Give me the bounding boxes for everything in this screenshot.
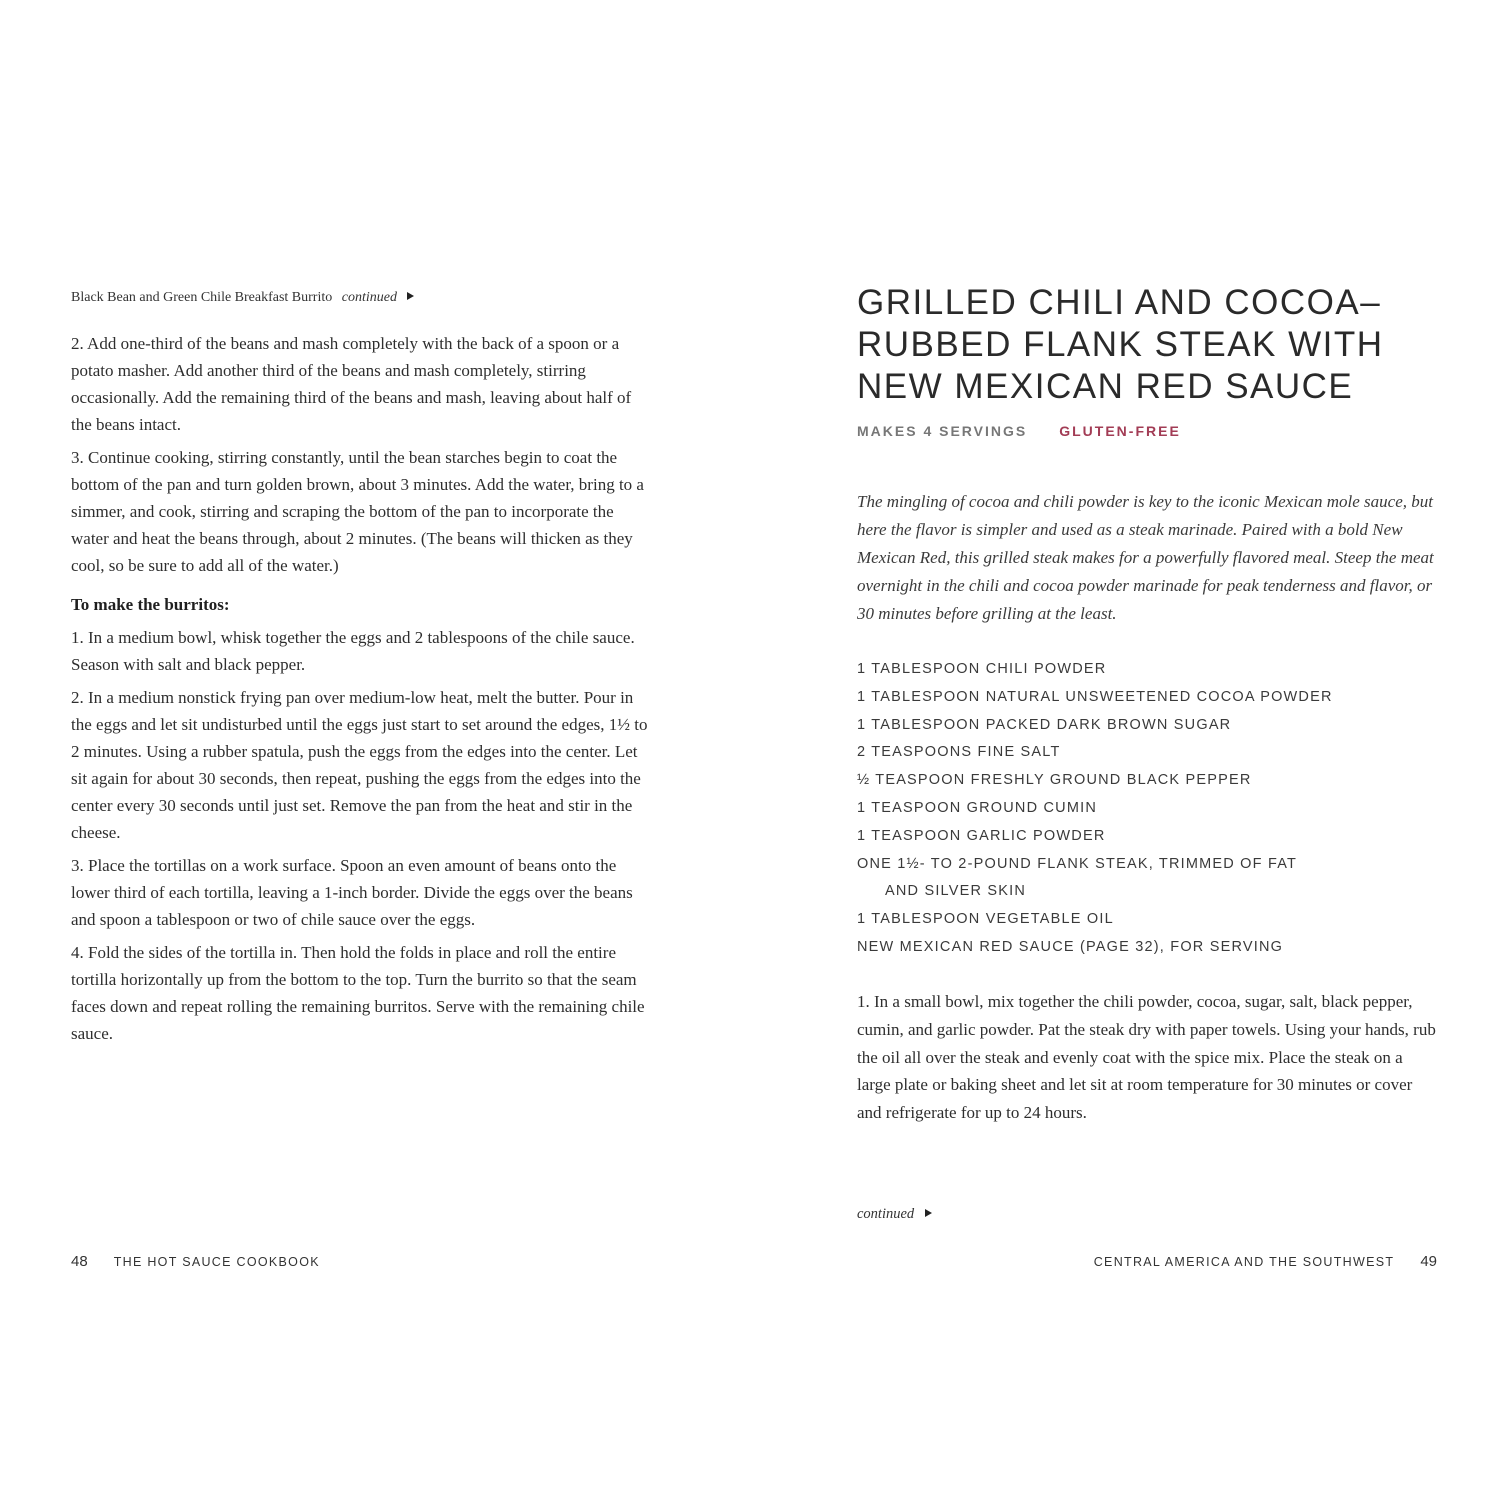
ingredient-item: 1 TEASPOON GROUND CUMIN: [857, 799, 1098, 816]
triangle-right-icon: [407, 292, 414, 300]
running-head: [71, 290, 414, 306]
ingredient-item: 1 TEASPOON GARLIC POWDER: [857, 827, 1106, 844]
ingredient-item-continuation: AND SILVER SKIN: [885, 883, 1027, 900]
headnote: The mingling of cocoa and chili powder is key to the iconic Mexican mole sauce, but here the flavor is simpler and used as a steak marinade. Paired with a bold New Mexican Red, this grilled steak makes for a powerfully flavored meal. Steep the meat overnight in the chili and cocoa powder marinade for peak tenderness and flavor, or 30 minutes before grilling at the least.: [857, 492, 1434, 623]
servings: MAKES 4 SERVINGS: [857, 423, 1028, 439]
ingredient-item: 1 TABLESPOON CHILI POWDER: [857, 661, 1107, 677]
gluten-free-tag: GLUTEN-FREE: [1059, 423, 1181, 439]
continued-label: continued: [857, 1206, 915, 1222]
burrito-step-4: 4. Fold the sides of the tortilla in. Then hold the folds in place and roll the entire tortilla horizontally up from the bottom to the top. Turn the burrito so that the seam faces down and repeat rolling the remaining burritos. Serve with the remaining chile sauce.: [71, 943, 645, 1043]
burrito-step-1: 1. In a medium bowl, whisk together the eggs and 2 tablespoons of the chile sauce. Season with salt and black pepper.: [71, 628, 635, 674]
ingredient-list: [857, 656, 1437, 962]
left-body-text: [71, 330, 651, 1053]
burrito-step-3: 3. Place the tortillas on a work surface. Spoon an even amount of beans onto the lower third of each tortilla, leaving a 1-inch border. Divide the eggs over the beans and spoon a tablespoon or two of chile sauce over the eggs.: [71, 856, 633, 929]
ingredient-item: ONE 1½- TO 2-POUND FLANK STEAK, TRIMMED OF FAT: [857, 855, 1298, 872]
recipe-title: GRILLED CHILI AND COCOA–RUBBED FLANK STEAK WITH NEW MEXICAN RED SAUCE: [857, 283, 1384, 406]
chapter-title: CENTRAL AMERICA AND THE SOUTHWEST: [1093, 1255, 1395, 1269]
bean-step-2: 2. Add one-third of the beans and mash completely with the back of a spoon or a potato masher. Add another third of the beans and mash completely, stirring occasionally. Add the remaining third of the beans and mash, leaving about half of the beans intact.: [71, 334, 632, 434]
triangle-right-icon: [925, 1209, 932, 1217]
right-page: [857, 0, 1437, 1500]
left-page: [71, 0, 651, 1500]
running-head-title: Black Bean and Green Chile Breakfast Burrito: [71, 290, 333, 305]
recipe-meta: [857, 423, 1181, 439]
page-number-left: 48: [71, 1253, 88, 1270]
continued-marker: [857, 1206, 932, 1223]
page-number-right: 49: [1420, 1253, 1437, 1270]
ingredient-item: 1 TABLESPOON VEGETABLE OIL: [857, 911, 1114, 928]
bean-step-3: 3. Continue cooking, stirring constantly, until the bean starches begin to coat the bottom of the pan and turn golden brown, about 3 minutes. Add the water, bring to a simmer, and cook, stirring and scraping the bottom of the pan to incorporate the water and heat the beans through, about 2 minutes. (The beans will thicken as they cool, so be sure to add all of the water.): [71, 448, 644, 575]
ingredient-item: 1 TABLESPOON PACKED DARK BROWN SUGAR: [857, 716, 1232, 733]
ingredient-item: 2 TEASPOONS FINE SALT: [857, 744, 1061, 761]
running-head-continued: continued: [341, 290, 397, 305]
ingredient-item: 1 TABLESPOON NATURAL UNSWEETENED COCOA POWDER: [857, 688, 1333, 705]
left-footer: [71, 1253, 320, 1271]
method-step-1: 1. In a small bowl, mix together the chili powder, cocoa, sugar, salt, black pepper, cumin, and garlic powder. Pat the steak dry with paper towels. Using your hands, rub the oil all over the steak and evenly coat with the spice mix. Place the steak on a large plate or baking sheet and let sit at room temperature for 30 minutes or cover and refrigerate for up to 24 hours.: [857, 992, 1436, 1123]
burritos-subhead: To make the burritos:: [71, 595, 230, 614]
book-title: THE HOT SAUCE COOKBOOK: [113, 1255, 320, 1269]
ingredient-item: ½ TEASPOON FRESHLY GROUND BLACK PEPPER: [857, 772, 1252, 789]
burrito-step-2: 2. In a medium nonstick frying pan over medium-low heat, melt the butter. Pour in the eggs and let sit undisturbed until the eggs just start to set around the edges, 1½ to 2 minutes. Using a rubber spatula, push the eggs from the edges into the center. Let sit again for about 30 seconds, then repeat, pushing the eggs from the edges into the center every 30 seconds until just set. Remove the pan from the heat and stir in the cheese.: [71, 688, 648, 842]
right-footer: [1094, 1253, 1437, 1271]
ingredient-item: NEW MEXICAN RED SAUCE (PAGE 32), FOR SERVING: [857, 938, 1284, 955]
